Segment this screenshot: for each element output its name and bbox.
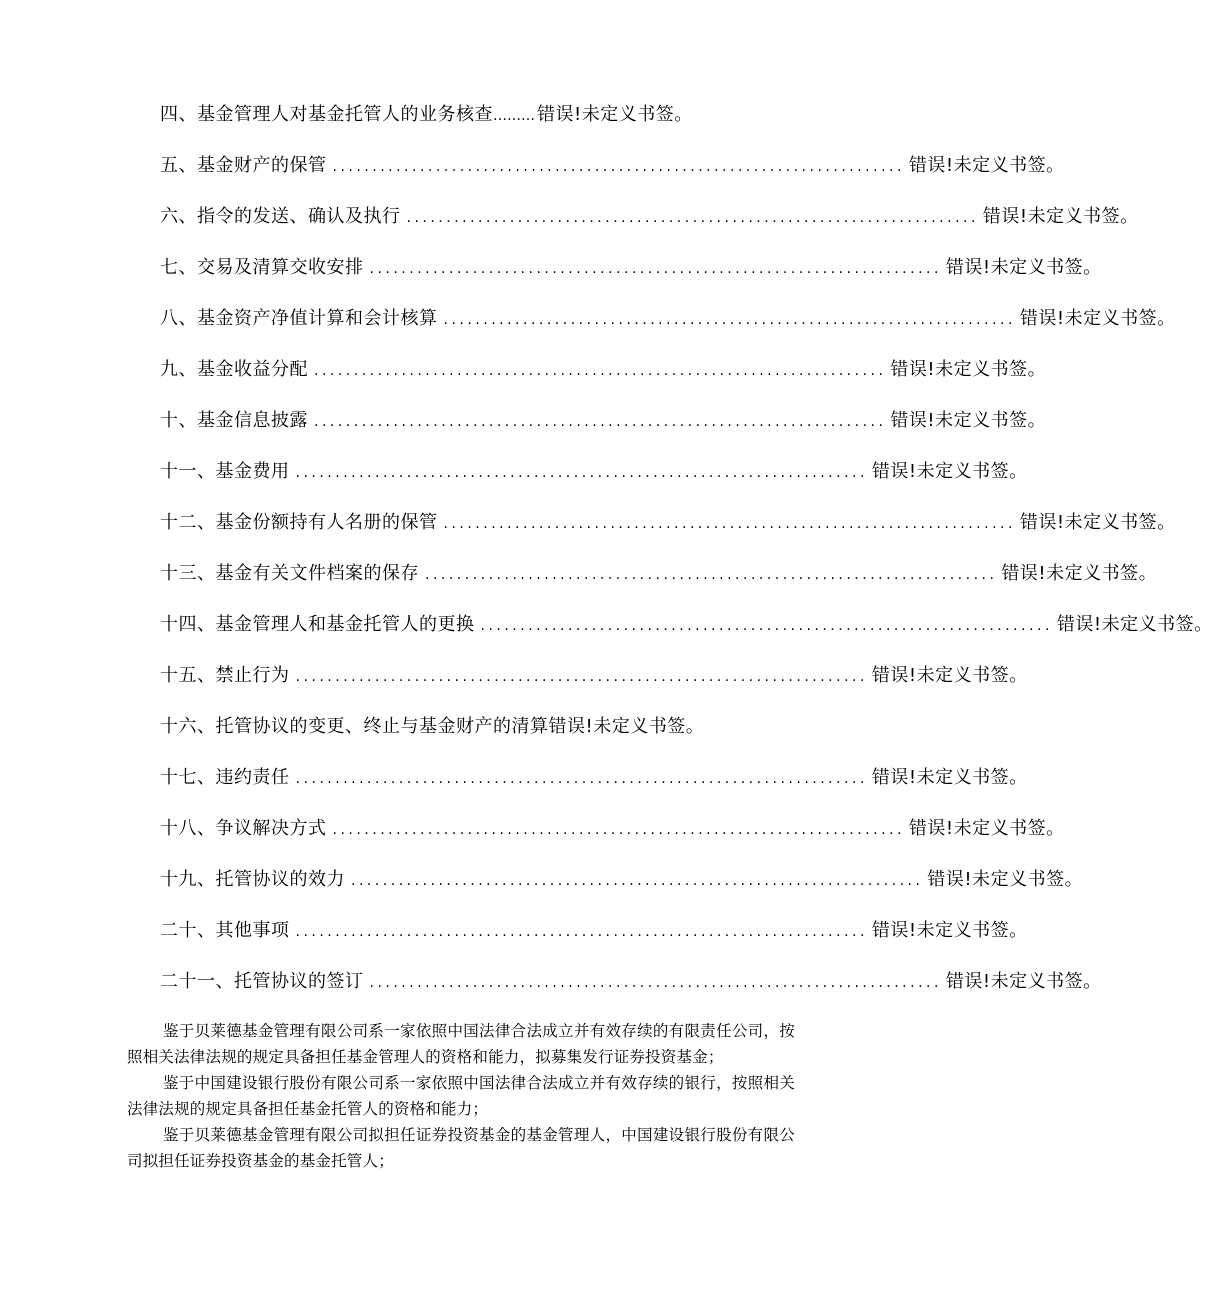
toc-entry-title: 十、基金信息披露 <box>160 410 308 431</box>
toc-entry[interactable] <box>160 458 1028 509</box>
toc-entry-page-ref: 错误!未定义书签。 <box>871 920 1028 941</box>
toc-entry-page-ref: 错误!未定义书签。 <box>548 716 705 737</box>
toc-leader-dots: ........................................................................ <box>295 669 868 685</box>
toc-entry-page-ref: 错误!未定义书签。 <box>871 767 1028 788</box>
toc-leader-dots: ........................................................................ <box>351 873 924 889</box>
toc-entry-page-ref: 错误!未定义书签。 <box>908 818 1065 839</box>
toc-entry-title: 七、交易及清算交收安排 <box>160 257 364 278</box>
toc-leader-dots: ........................................................................ <box>406 210 979 226</box>
toc-entry-title: 十二、基金份额持有人名册的保管 <box>160 512 438 533</box>
toc-leader-dots: ........................................................................ <box>332 159 905 175</box>
toc-entry[interactable] <box>160 152 1065 203</box>
toc-entry-page-ref: 错误!未定义书签。 <box>871 665 1028 686</box>
toc-leader-dots: ........................................................................ <box>295 924 868 940</box>
toc-entry[interactable] <box>160 407 1047 458</box>
toc-entry-title: 九、基金收益分配 <box>160 359 308 380</box>
toc-entry-page-ref: 错误!未定义书签。 <box>1001 563 1158 584</box>
toc-entry-page-ref: 错误!未定义书签。 <box>871 461 1028 482</box>
toc-leader-dots: ........................................................................ <box>314 414 887 430</box>
table-of-contents <box>160 101 1213 1019</box>
toc-leader-dots: ........................................................................ <box>480 618 1053 634</box>
toc-entry-title: 十六、托管协议的变更、终止与基金财产的清算 <box>160 716 549 737</box>
toc-entry-title: 八、基金资产净值计算和会计核算 <box>160 308 438 329</box>
toc-entry[interactable] <box>160 560 1158 611</box>
toc-entry-title: 十九、托管协议的效力 <box>160 869 345 890</box>
toc-entry[interactable] <box>160 713 760 764</box>
toc-leader-dots: ........................................................................ <box>369 975 942 991</box>
toc-entry-title: 十四、基金管理人和基金托管人的更换 <box>160 614 475 635</box>
toc-entry-page-ref: 错误!未定义书签。 <box>982 206 1139 227</box>
toc-entry-page-ref: 错误!未定义书签。 <box>1019 512 1176 533</box>
toc-entry[interactable] <box>160 815 1065 866</box>
toc-leader-dots: ........................................................................ <box>425 567 998 583</box>
toc-entry-title: 二十一、托管协议的签订 <box>160 971 364 992</box>
toc-entry[interactable] <box>160 101 760 152</box>
toc-leader-dots: ........................................................................ <box>443 516 1016 532</box>
body-paragraph: 鉴于贝莱德基金管理有限公司拟担任证券投资基金的基金管理人，中国建设银行股份有限公司拟担任证券投资基金的基金托管人； <box>127 1126 795 1170</box>
toc-entry-title: 五、基金财产的保管 <box>160 155 327 176</box>
toc-entry-page-ref: 错误!未定义书签。 <box>945 257 1102 278</box>
toc-entry-title: 四、基金管理人对基金托管人的业务核查 <box>160 104 493 125</box>
toc-entry[interactable] <box>160 254 1102 305</box>
toc-entry-title: 十七、违约责任 <box>160 767 290 788</box>
toc-entry-page-ref: 错误!未定义书签。 <box>1019 308 1176 329</box>
toc-entry[interactable] <box>160 917 1028 968</box>
toc-leader-dots: ........................................................................ <box>295 465 868 481</box>
body-text <box>127 1018 795 1174</box>
toc-leader-dots: ........................................................................ <box>443 312 1016 328</box>
toc-leader-dots: ........................................................................ <box>314 363 887 379</box>
toc-entry-page-ref: 错误!未定义书签。 <box>1056 614 1213 635</box>
toc-entry-title: 十八、争议解决方式 <box>160 818 327 839</box>
toc-entry-page-ref: 错误!未定义书签。 <box>927 869 1084 890</box>
toc-leader-dots: ........................................................................ <box>332 822 905 838</box>
toc-entry-page-ref: 错误!未定义书签。 <box>890 410 1047 431</box>
toc-entry-title: 十五、禁止行为 <box>160 665 290 686</box>
toc-entry-page-ref: 错误!未定义书签。 <box>908 155 1065 176</box>
toc-entry-page-ref: 错误!未定义书签。 <box>537 104 693 125</box>
toc-entry[interactable] <box>160 356 1047 407</box>
toc-entry-page-ref: 错误!未定义书签。 <box>945 971 1102 992</box>
toc-entry-title: 十三、基金有关文件档案的保存 <box>160 563 419 584</box>
toc-entry-title: 十一、基金费用 <box>160 461 290 482</box>
toc-entry-title: 二十、其他事项 <box>160 920 290 941</box>
toc-entry[interactable] <box>160 509 1176 560</box>
toc-entry[interactable] <box>160 662 1028 713</box>
body-paragraph: 鉴于中国建设银行股份有限公司系一家依照中国法律合法成立并有效存续的银行，按照相关法律法规的规定具备担任基金托管人的资格和能力； <box>127 1074 795 1118</box>
toc-entry[interactable] <box>160 203 1139 254</box>
toc-entry-title: 六、指令的发送、确认及执行 <box>160 206 401 227</box>
toc-entry-page-ref: 错误!未定义书签。 <box>890 359 1047 380</box>
toc-entry[interactable] <box>160 968 1102 1019</box>
body-paragraph: 鉴于贝莱德基金管理有限公司系一家依照中国法律合法成立并有效存续的有限责任公司，按照相关法律法规的规定具备担任基金管理人的资格和能力，拟募集发行证券投资基金； <box>127 1022 795 1066</box>
toc-leader-dots: ……… <box>493 108 535 124</box>
toc-entry[interactable] <box>160 305 1176 356</box>
toc-entry[interactable] <box>160 764 1028 815</box>
toc-leader-dots: ........................................................................ <box>369 261 942 277</box>
toc-entry[interactable] <box>160 866 1084 917</box>
toc-entry[interactable] <box>160 611 1213 662</box>
toc-leader-dots: ........................................................................ <box>295 771 868 787</box>
